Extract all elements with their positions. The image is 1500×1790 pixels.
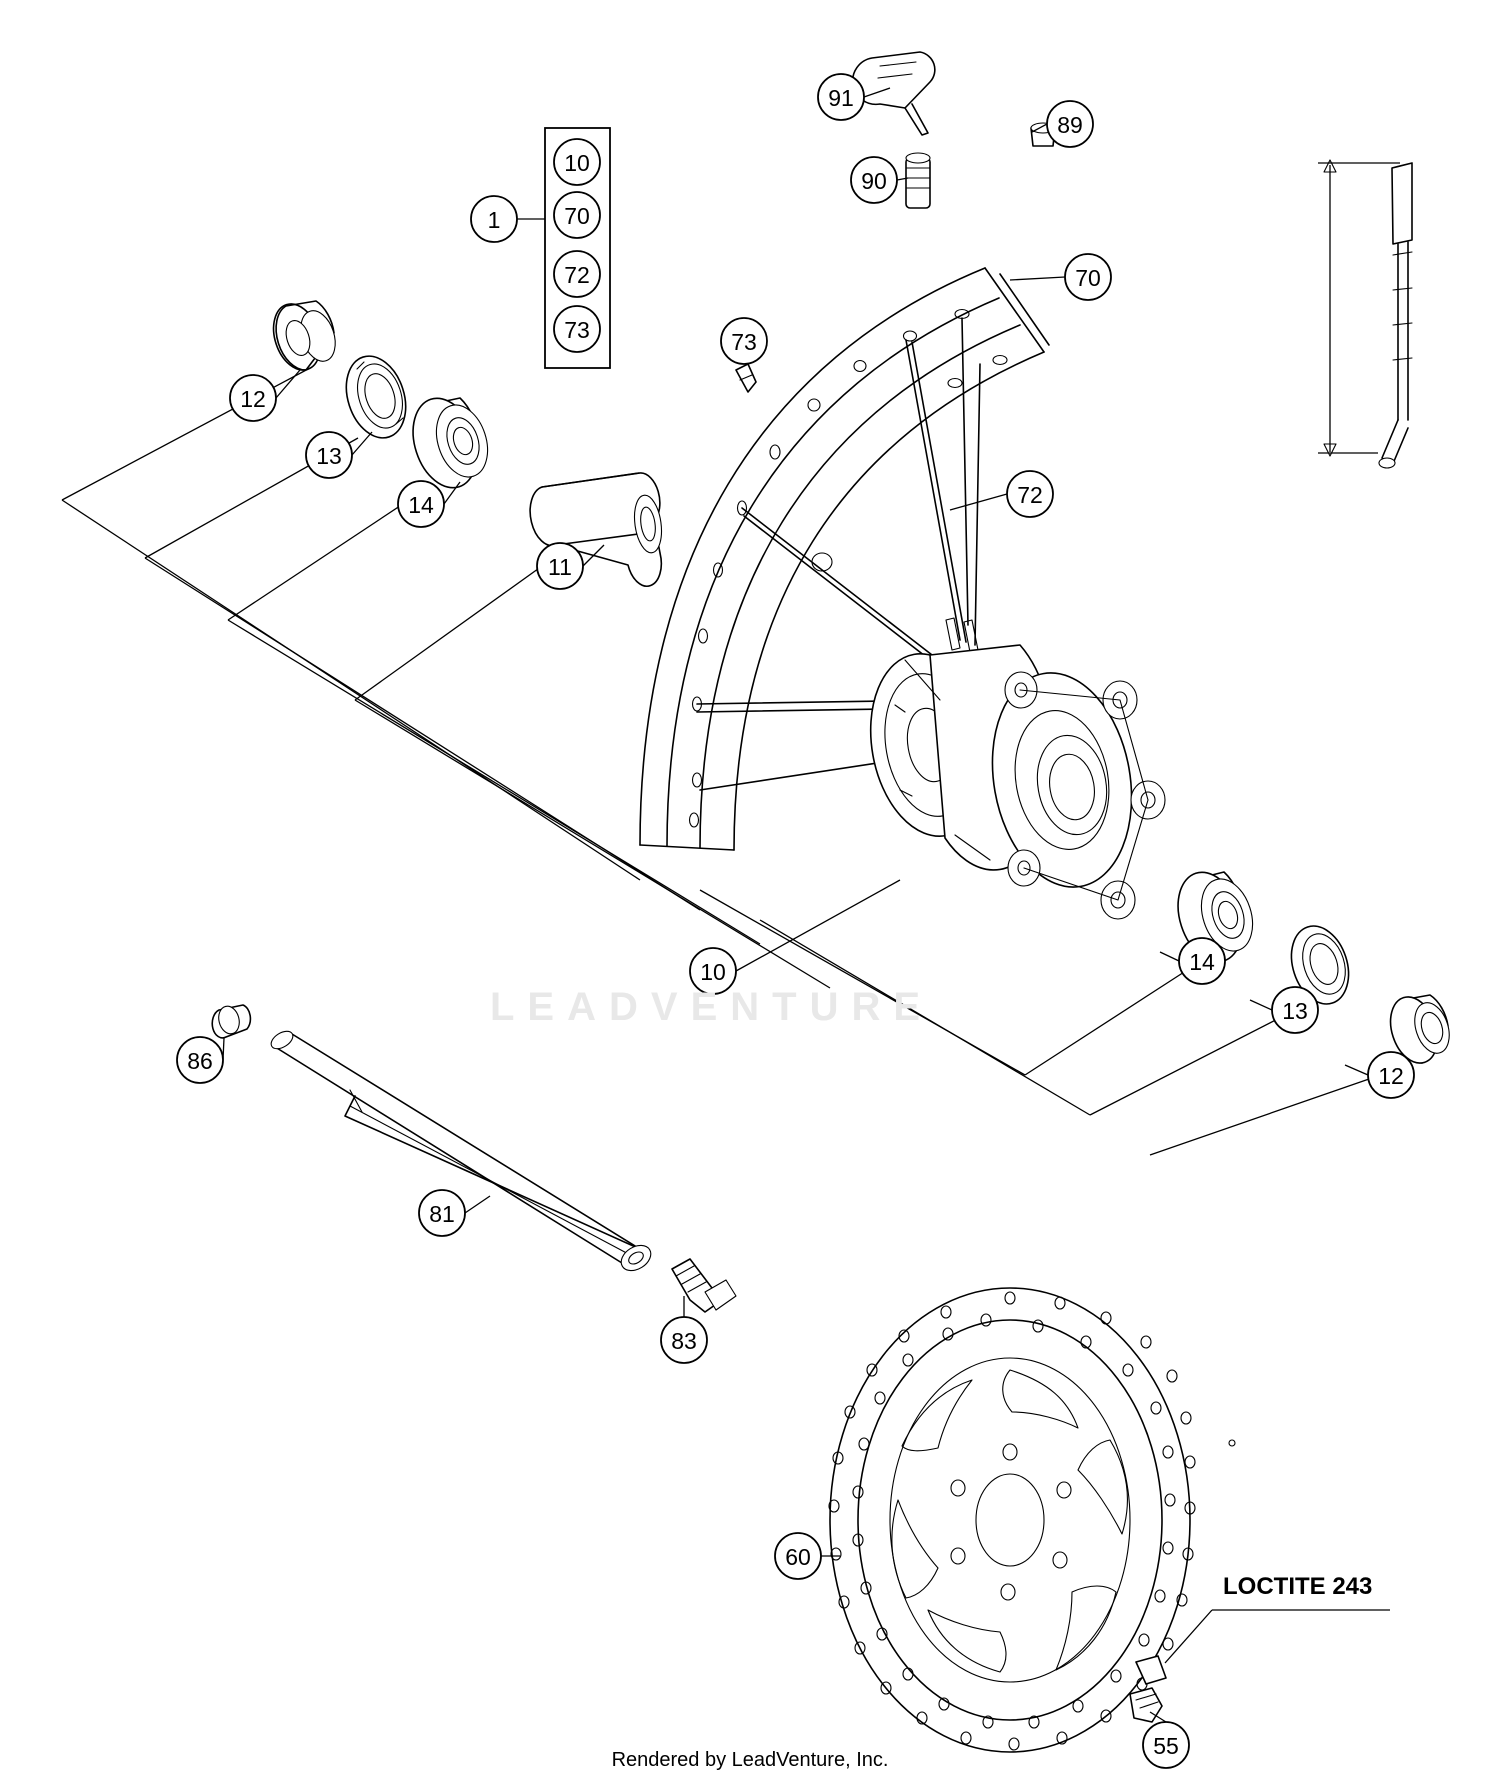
callout-label: 86 — [187, 1048, 213, 1074]
callout-seal-ring-right — [1272, 987, 1318, 1033]
callout-label: 89 — [1057, 112, 1083, 138]
callout-axle-cap — [177, 1037, 223, 1083]
callout-label: 11 — [548, 554, 572, 580]
callout-rim-group-item — [554, 192, 600, 238]
part-axle-cap — [212, 1004, 250, 1038]
callout-front-wheel-complete-assembly — [471, 196, 517, 242]
part-seal-ring-left — [336, 348, 415, 445]
callout-nipple-group-item — [554, 306, 600, 352]
callout-label: 70 — [564, 203, 590, 229]
part-brake-disc — [829, 1288, 1235, 1752]
callout-label: 10 — [564, 150, 590, 176]
callout-spacer-right — [1368, 1052, 1414, 1098]
callout-label: 14 — [1189, 949, 1215, 975]
callout-ball-bearing-right — [1179, 938, 1225, 984]
callout-label: 72 — [564, 262, 590, 288]
callout-valve-nut — [1047, 101, 1093, 147]
callout-axle-bolt — [661, 1317, 707, 1363]
part-single-spoke — [1318, 160, 1412, 468]
callout-label: 83 — [671, 1328, 697, 1354]
callout-spoke — [1007, 471, 1053, 517]
loctite-note: LOCTITE 243 — [1223, 1573, 1373, 1600]
callout-label: 90 — [861, 168, 887, 194]
callout-spacer-left — [230, 375, 276, 421]
callout-hub-group-item — [554, 139, 600, 185]
part-spoke-nipple — [736, 364, 756, 392]
watermark-text: LEADVENTURE — [490, 985, 934, 1029]
callout-label: 14 — [408, 492, 434, 518]
callout-rim — [1065, 254, 1111, 300]
callout-spoke-group-item — [554, 251, 600, 297]
callout-label: 12 — [240, 386, 266, 412]
callout-spoke-nipple — [721, 318, 767, 364]
callout-label: 60 — [785, 1544, 811, 1570]
footer-credit: Rendered by LeadVenture, Inc. — [611, 1749, 889, 1771]
callout-label: 73 — [731, 329, 757, 355]
callout-wheel-axle — [419, 1190, 465, 1236]
callout-label: 70 — [1075, 265, 1101, 291]
callout-label: 13 — [1282, 998, 1308, 1024]
part-ball-bearing-left — [402, 390, 496, 496]
part-hub — [857, 644, 1165, 919]
callout-label: 10 — [700, 959, 726, 985]
callout-label: 72 — [1017, 482, 1043, 508]
callout-label: 81 — [429, 1201, 455, 1227]
callout-distance-bush — [537, 543, 583, 589]
callout-hub — [690, 948, 736, 994]
callout-brake-disc — [775, 1533, 821, 1579]
part-wheel-axle — [268, 1028, 655, 1276]
callout-label: 91 — [828, 85, 854, 111]
part-tire-valve — [853, 52, 935, 135]
callout-label: 55 — [1153, 1733, 1179, 1759]
part-valve-cap — [906, 153, 930, 208]
callout-label: 13 — [316, 443, 342, 469]
part-spacer-left — [266, 298, 342, 376]
callout-label: 1 — [487, 207, 501, 233]
callout-label: 12 — [1378, 1063, 1404, 1089]
part-axle-bolt — [672, 1259, 736, 1312]
callout-label: 73 — [564, 317, 590, 343]
callout-seal-ring-left — [306, 432, 352, 478]
callout-valve-cap — [851, 157, 897, 203]
callout-ball-bearing-left — [398, 481, 444, 527]
callout-tire-valve — [818, 74, 864, 120]
